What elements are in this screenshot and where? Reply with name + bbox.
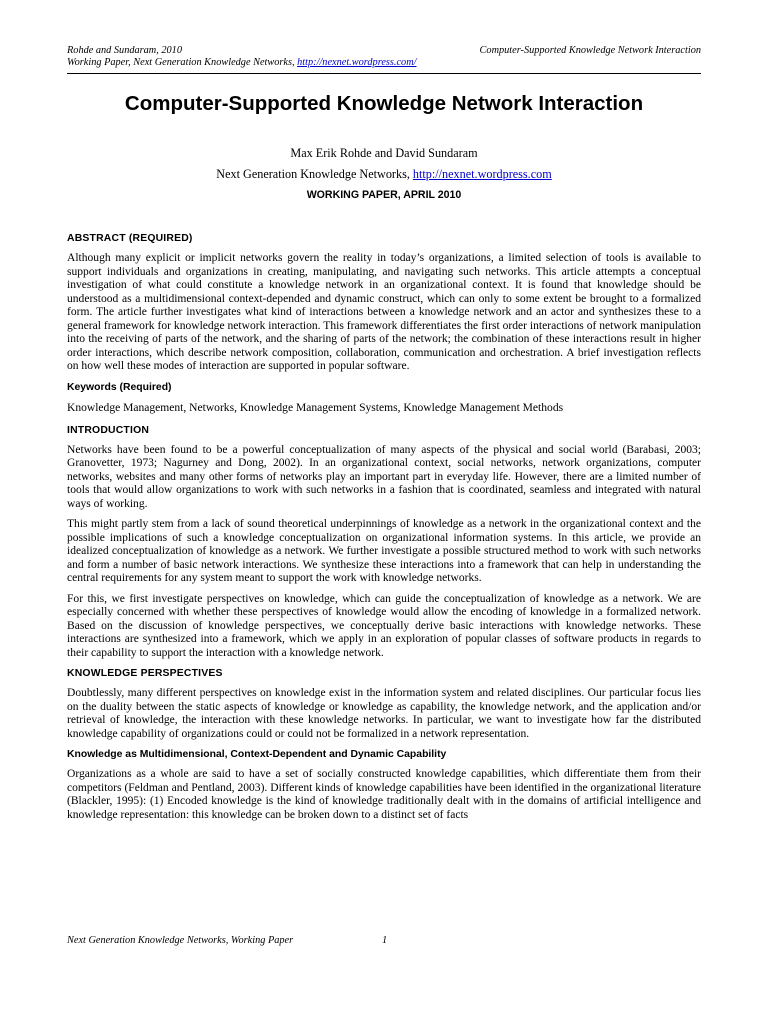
paper-affiliation (67, 167, 701, 182)
introduction-paragraph: For this, we first investigate perspectives on knowledge, which can guide the conceptualization of knowledge as a network. We are especially concerned with whether these perspectives of knowledge would allow the encoding of knowledge in a formalized network. Based on the discussion of knowledge perspectives, we conceptually derive basic interactions with knowledge networks. These interactions are synthesized into a framework, which we apply in an exploration of popular classes of software products in regards to their capability to support the interaction with a knowledge network. (67, 592, 701, 659)
keywords-text: Knowledge Management, Networks, Knowledge Management Systems, Knowledge Management Methods (67, 401, 564, 414)
affiliation-text: Next Generation Knowledge Networks, (216, 167, 413, 181)
multidimensional-paragraph: Organizations as a whole are said to have a set of socially constructed knowledge capabilities, which differentiate them from their competitors (Feldman and Pentland, 2003). Different kinds of knowledge capabilities have been identified in the organizational literature (Blackler, 1995): (1) Encoded knowledge is the kind of knowledge traditionally dealt with in the domains of artificial intelligence and knowledge representation: this knowledge can be broken down to a distinct set of facts (67, 768, 701, 821)
paper-authors: Max Erik Rohde and David Sundaram (290, 146, 478, 160)
abstract-heading: ABSTRACT (REQUIRED) (67, 233, 193, 244)
multidimensional-heading: Knowledge as Multidimensional, Context-Dependent and Dynamic Capability (67, 749, 447, 760)
introduction-paragraph: Networks have been found to be a powerful conceptualization of many aspects of the physical and social world (Barabasi, 2003; Granovetter, 1973; Nagurney and Dong, 2002). In an organizational context, social networks, network organizations, computer networks, websites and many other forms of networks play an important part in everyday life. However, there are a limited number of tools that would allow organizations to work with such networks in a fashion that is coordinated, seamless and integrated with natural ways of working. (67, 443, 701, 510)
page-footer (67, 935, 701, 947)
affiliation-link[interactable]: http://nexnet.wordpress.com (412, 167, 552, 181)
paper-title: Computer-Supported Knowledge Network Interaction (124, 92, 644, 115)
header-authors: Rohde and Sundaram, 2010 (67, 45, 182, 56)
perspectives-paragraph: Doubtlessly, many different perspectives on knowledge exist in the information system and related disciplines. Our particular focus lies on the duality between the static aspects of knowledge or knowledge as capability, the knowledge network, and the application and/or retrieval of knowledge, the interaction with these knowledge networks. In particular, we want to investigate how far the distributed knowledge capability of organizations could or could not be formalized in a network representation. (67, 687, 701, 740)
header-short-title: Computer-Supported Knowledge Network Interaction (479, 45, 701, 56)
header-venue (67, 57, 701, 69)
abstract-text: Although many explicit or implicit networks govern the reality in today’s organizations, a limited selection of tools is available to support individuals and organizations in creating, manipulating, and navigating such networks. This article attempts a conceptual investigation of what could constitute a knowledge network in an organizational context. It is found that knowledge should be understood as a multidimensional context-depended and dynamic construct, which can only to some extent be brought to a formalized form. The article further investigates what kind of interactions between a knowledge network and an actor and synthesizes these to a general framework for knowledge network interaction. This framework differentiates the first order interactions of network manipulation into the receiving of parts of the network, and the sharing of parts of the network; the combination of these interactions result in higher order interactions, which describe network composition, collaboration, communication and orchestration. A brief investigation reflects on how well these modes of interaction are supported in popular software. (67, 252, 701, 372)
page-number: 1 (382, 935, 388, 946)
keywords-heading: Keywords (Required) (67, 381, 172, 393)
running-header (67, 45, 701, 57)
introduction-heading: INTRODUCTION (67, 424, 150, 436)
header-venue-text: Working Paper, Next Generation Knowledge Networks, (67, 57, 298, 68)
footer-text: Next Generation Knowledge Networks, Working Paper (67, 935, 294, 946)
paper-body (67, 232, 701, 829)
header-rule (67, 73, 701, 74)
working-paper-label: WORKING PAPER, APRIL 2010 (306, 189, 462, 201)
header-link[interactable]: http://nexnet.wordpress.com/ (297, 57, 417, 68)
introduction-paragraph: This might partly stem from a lack of sound theoretical underpinnings of knowledge as a network in the organizational context and the possible implications of such a knowledge conceptualization on organizational information systems. In this article, we provide an idealized conceptualization of knowledge as a network. We further investigate a possible structured method to work with such networks and form a number of basic network interactions. We synthesize these interactions into a framework that can help in understanding the central requirements for any system meant to support the work with knowledge networks. (67, 518, 701, 584)
perspectives-heading: KNOWLEDGE PERSPECTIVES (67, 668, 223, 679)
